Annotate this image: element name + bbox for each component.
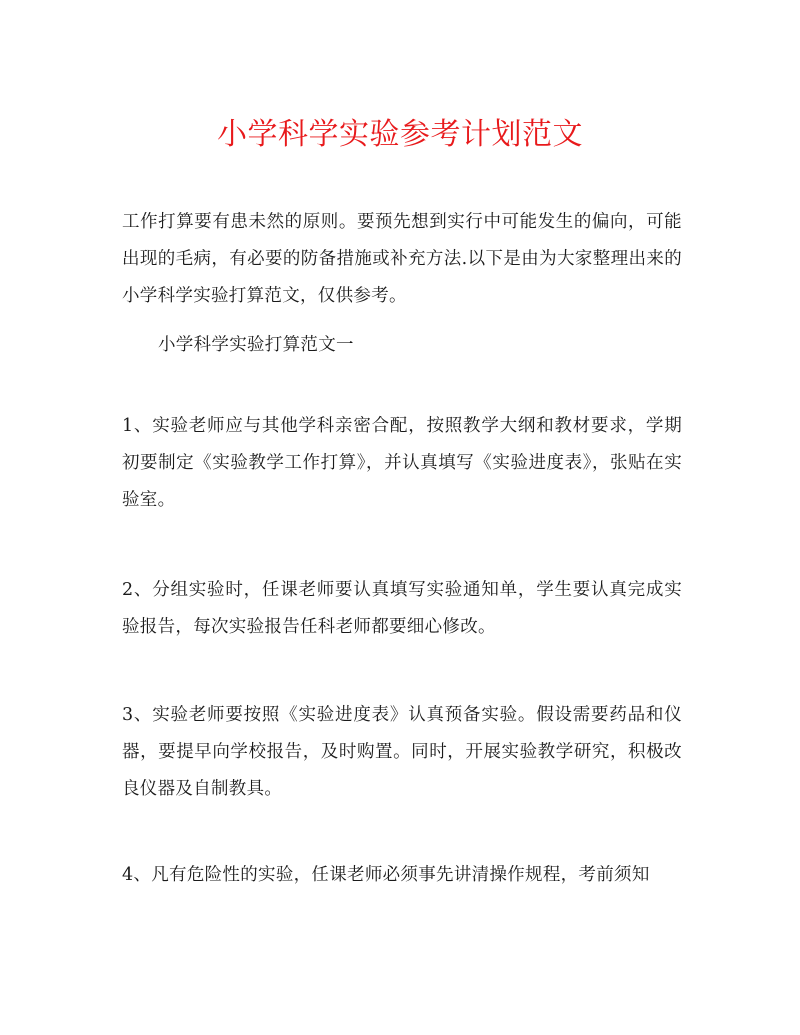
list-item: 4、凡有危险性的实验，任课老师必须事先讲清操作规程，考前须知 [122, 865, 650, 885]
section-subheading: 小学科学实验打算范文一 [158, 335, 354, 355]
intro-paragraph: 工作打算要有患未然的原则。要预先想到实行中可能发生的偏向，可能出现的毛病，有必要的防备措施或补充方法.以下是由为大家整理出来的小学科学实验打算范文，仅供参考。 [122, 212, 682, 306]
list-item: 3、实验老师要按照《实验进度表》认真预备实验。假设需要药品和仪器，要提早向学校报告，及时购置。同时，开展实验教学研究，积极改良仪器及自制教具。 [122, 705, 682, 799]
document-title: 小学科学实验参考计划范文 [217, 117, 583, 152]
list-item: 2、分组实验时，任课老师要认真填写实验通知单，学生要认真完成实验报告，每次实验报告任科老师都要细心修改。 [122, 580, 682, 637]
list-item: 1、实验老师应与其他学科亲密合配，按照教学大纲和教材要求，学期初要制定《实验教学工作打算》，并认真填写《实验进度表》，张贴在实验室。 [122, 416, 682, 510]
